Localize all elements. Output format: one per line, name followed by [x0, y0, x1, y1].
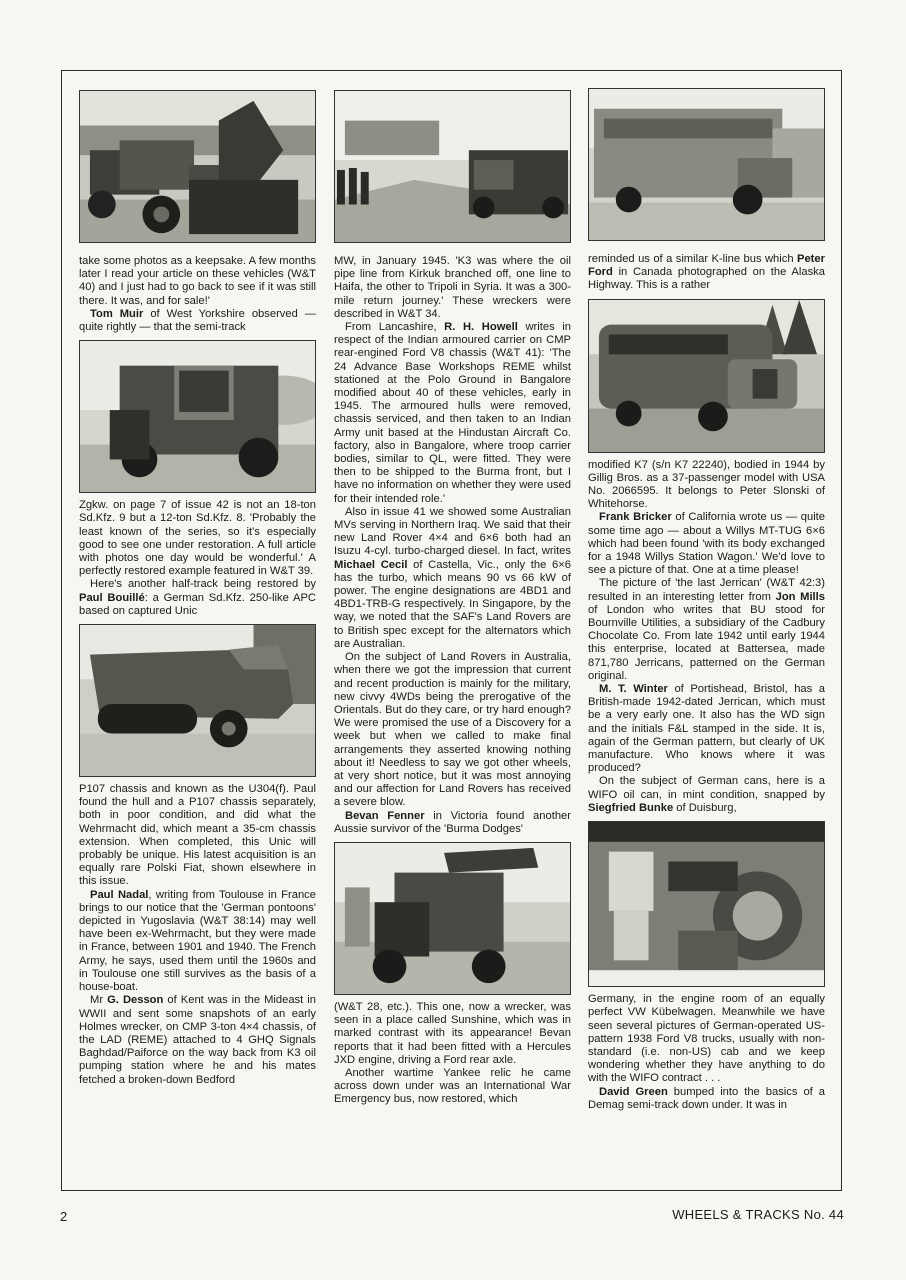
name-david-green: David Green	[599, 1085, 668, 1098]
col1-text-7a: Mr	[90, 994, 108, 1007]
col1-text-3: Zgkw. on page 7 of issue 42 is not an 18-ton Sd.Kfz. 9 but a 12-ton Sd.Kfz. 8. 'Probably the least known of the series, so it's especially good to see one under restoration. A full article with photos one day would be wonderful.' A perfectly restored example featured in W&T 39.	[79, 499, 316, 578]
photo-wifo-oil-can-engine	[588, 821, 825, 987]
name-frank-bricker: Frank Bricker	[599, 511, 672, 524]
name-jon-mills: Jon Mills	[775, 590, 825, 603]
photo-k-line-bus	[588, 88, 825, 241]
col2-text-3a: Also in issue 41 we showed some Australian MVs serving in Northern Iraq. We said that their new Land Rover 4×4 and 6×6 both had an Isuzu 4-cyl. turbo-charged diesel. In fact, writes	[334, 505, 571, 558]
photo-burma-dodge-wrecker	[334, 842, 571, 995]
col1-text-1: take some photos as a keepsake. A few months later I read your article on these vehicles (W&T 40) and I just had to go back to see if it was still there. It was, and for sale!'	[79, 255, 316, 307]
col2-text-1: MW, in January 1945. 'K3 was where the oil pipe line from Kirkuk branched off, one line to Haifa, the other to Tripoli in Syria. It was a 300-mile return journey.' These wreckers were described in W&T 34.	[334, 255, 571, 320]
col2-text-6: (W&T 28, etc.). This one, now a wrecker, was seen in a place called Sunshine, which was in marked contrast with its appearance! Bevan reports that it had been fitted with a Hercules JXD engine, driving a Ford rear axle.	[334, 1000, 571, 1066]
col3-text-5: of Portishead, Bristol, has a British-made 1942-dated Jerrican, which must be a very early one. It also has the WD sign and the initials F&L stamped in the side. It is, again of the German pattern, but clearly of UK manufacture. Who knows where it was produced?	[588, 683, 825, 775]
column-3	[588, 88, 825, 1112]
name-michael-cecil: Michael Cecil	[334, 558, 408, 571]
name-g-desson: G. Desson	[107, 994, 164, 1007]
column-2	[334, 90, 571, 1107]
page-number: 2	[60, 1209, 68, 1224]
magazine-issue: WHEELS & TRACKS No. 44	[672, 1207, 844, 1222]
name-paul-nadal: Paul Nadal	[90, 888, 149, 901]
name-mt-winter: M. T. Winter	[599, 683, 668, 696]
photo-semi-track	[79, 340, 316, 493]
col3-text-6: of Duisburg,	[673, 801, 737, 814]
col3-text-7: Germany, in the engine room of an equally perfect VW Kübelwagen. Meanwhile we have seen several pictures of German-operated US-pattern 1938 Ford V8 trucks, usually with non-standard (i.e. non-US) cab and we keep wondering whether they have anything to do with the WIFO contract . . .	[588, 993, 825, 1085]
name-peter-ford: Peter Ford	[588, 253, 825, 279]
photo-international-bus	[588, 299, 825, 453]
name-siegfried-bunke: Siegfried Bunke	[588, 801, 674, 814]
col3-text-1: in Canada photographed on the Alaska Highway. This is a rather	[588, 266, 825, 292]
col2-text-2a: From Lancashire,	[345, 321, 445, 334]
col3-text-4: of London who writes that BU stood for Bournville Utilities, a subsidiary of the Cadbury Chocolate Co. From late 1942 until early 1944 this enterprise, located at Battersea, made 871,780 Jerricans, patterned on the German original.	[588, 603, 825, 682]
column-1	[79, 90, 316, 1087]
col1-text-7: of Kent was in the Mideast in WWII and sent some snapshots of an early Holmes wrecker, on CMP 3-ton 4×4 chassis, of the LAD (REME) attached to 4 GHQ Signals Baghdad/Paiforce on the way back from K3 oil pumping station where he and his mates fetched a broken-down Bedford	[79, 994, 316, 1086]
name-tom-muir: Tom Muir	[90, 307, 144, 320]
col1-text-5: P107 chassis and known as the U304(f). Paul found the hull and a P107 chassis separately, both in poor condition, and did what the Wehrmacht did, which meant a 35-cm chassis extension. When completed, this Unic will probably be unique. His latest acquisition is an equally rare Polski Fiat, shown elsewhere in this issue.	[79, 783, 316, 888]
name-bevan-fenner: Bevan Fenner	[345, 809, 425, 822]
col2-text-3: of Castella, Vic., only the 6×6 has the turbo, which means 90 vs 66 kW of power. The engine designations are 4BD1 and 4BD1-TRB-G respectively. In Singapore, by the way, we noted that the SAF's Land Rovers are to British spec except for the alternators which are Australian.	[334, 558, 571, 650]
col3-text-8: bumped into the basics of a Demag semi-track down under. It was in	[588, 1085, 825, 1111]
name-rh-howell: R. H. Howell	[444, 321, 518, 334]
col1-text-4b: : a German Sd.Kfz. 250-like APC based on captured Unic	[79, 591, 316, 617]
col3-text-4a: The picture of 'the last Jerrican' (W&T 42:3) resulted in an interesting letter from	[588, 577, 825, 603]
photo-wrecker-desert	[334, 90, 571, 243]
col2-text-5: in Victoria found another Aussie survivor of the 'Burma Dodges'	[334, 809, 571, 835]
col3-text-2: modified K7 (s/n K7 22240), bodied in 1944 by Gillig Bros. as a 37-passenger model with USA No. 2066595. It belongs to Peter Slonski of Whitehorse.	[588, 458, 825, 511]
col2-text-4: On the subject of Land Rovers in Australia, when there we got the impression that current and recent production is mainly for the military, new civvy 4WDs being the prerogative of the Orientals. But do they care, or try hard enough? We were promised the use of a Discovery for a week but when we called to make final arrangements they asserted knowing nothing about it! Needless to say we got other wheels, at very short notice, but it was most annoying and our affection for Land Rovers has received a severe blow.	[334, 651, 571, 809]
col1-text-6: , writing from Toulouse in France brings to our notice that the 'German pontoons' depicted in Yugoslavia (W&T 38:14) may well have been ex-Wehrmacht, but they were made in France, between 1901 and 1940. The French Army, he says, used them until the 1960s and in Toulouse one still survives as the basis of a house-boat.	[79, 888, 316, 994]
name-paul-bouille: Paul Bouillé	[79, 591, 145, 604]
col3-text-1a: reminded us of a similar K-line bus which	[588, 253, 797, 265]
col1-text-2: of West Yorkshire observed — quite rightly — that the semi-track	[79, 307, 316, 334]
photo-unic-halftrack	[79, 624, 316, 777]
col3-text-6a: On the subject of German cans, here is a WIFO oil can, in mint condition, snapped by	[588, 775, 825, 801]
photo-truck-wrecker	[79, 90, 316, 243]
col1-text-4a: Here's another half-track being restored by	[90, 578, 316, 591]
col2-text-2: writes in respect of the Indian armoured carrier on CMP rear-engined Ford V8 chassis (W&T 41): 'The 24 Advance Base Workshops REME whilst stationed at the Polo Ground in Bangalore modified about 40 of these vehicles, early in 1945. The armoured hulls were removed, chassis serviced, and then taken to an Indian Army unit based at the Hindustan Aircraft Co. factory, also in Bangalore, where troop carrier bodies, similar to QL, were fitted. They were then to be shipped to the Burma front, but I have no information on whether they were used for their intended role.'	[334, 321, 571, 505]
col2-text-7: Another wartime Yankee relic he came across down under was an International War Emergency bus, now restored, which	[334, 1066, 571, 1106]
col3-text-3: of California wrote us — quite some time ago — about a Willys MT-TUG 6×6 which had been found 'with its body exchanged for a 1948 Willys Station Wagon.' We'd love to see a picture of that. One at a time please!	[588, 511, 826, 577]
